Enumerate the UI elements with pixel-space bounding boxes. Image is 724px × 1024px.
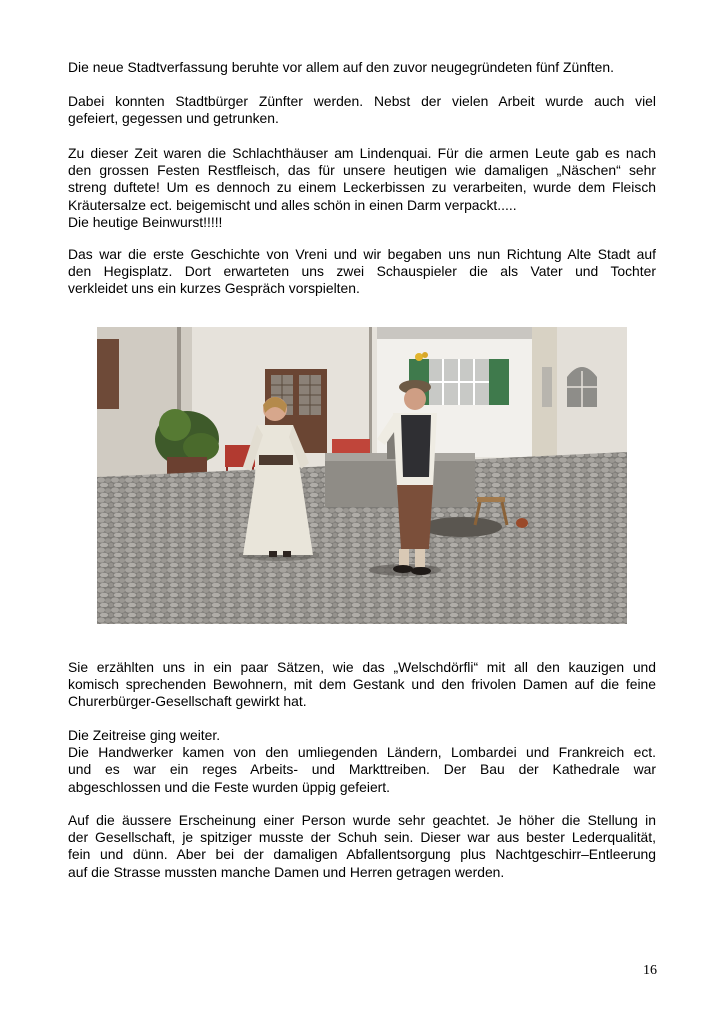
text-line: Die heutige Beinwurst!!!!! — [68, 213, 223, 230]
text-line: abgeschlossen und die Feste wurden üppig gefeiert. — [68, 778, 391, 795]
street-theatre-photo — [97, 327, 627, 624]
page-number: 16 — [643, 963, 657, 978]
paragraph-4 — [68, 246, 656, 298]
paragraph-2 — [68, 93, 656, 127]
paragraph-7 — [68, 812, 656, 881]
text-line: Die neue Stadtverfassung beruhte vor allem auf den zuvor neugegründeten fünf Zünften. — [68, 59, 614, 75]
text-line: Zu dieser Zeit waren die Schlachthäuser am Lindenquai. Für die armen Leute gab es nach — [68, 145, 656, 161]
paragraph-6 — [68, 727, 656, 796]
text-line: Churerbürger-Gesellschaft gewirkt hat. — [68, 693, 307, 710]
text-line: auf die Strasse mussten manche Damen und Herren getragen werden. — [68, 863, 505, 880]
text-line: Kräutersalze ect. beigemischt und alles schön in einen Darm verpackt..... — [68, 196, 517, 213]
text-line: fein und dünn. Aber bei der damaligen Abfallentsorgung plus Nachtgeschirr–Entleerung — [68, 846, 656, 863]
paragraph-1 — [68, 59, 656, 76]
text-line: komisch sprechenden Bewohnern, mit dem Gestank und den frivolen Damen auf die feine — [68, 676, 656, 693]
text-line: streng duftete! Um es dennoch zu einem Leckerbissen zu verarbeiten, wurde dem Fleisch — [68, 179, 656, 196]
text-line: Das war die erste Geschichte von Vreni und wir begaben uns nun Richtung Alte Stadt auf — [68, 246, 656, 262]
paragraph-5 — [68, 659, 656, 711]
text-line: gefeiert, gegessen und getrunken. — [68, 110, 279, 127]
text-line: Die Zeitreise ging weiter. — [68, 727, 221, 743]
text-line: der Gesellschaft, je spitziger musste der Schuh sein. Dieser war aus bester Lederqualität, — [68, 829, 656, 846]
text-line: und es war ein reges Arbeits- und Markttreiben. Der Bau der Kathedrale war — [68, 761, 656, 778]
text-line: Die Handwerker kamen von den umliegenden Ländern, Lombardei und Frankreich ect. — [68, 744, 656, 761]
text-line: Sie erzählten uns in ein paar Sätzen, wie das „Welschdörfli“ mit all den kauzigen und — [68, 659, 656, 675]
text-line: den grossen Festen Restfleisch, das für unsere heutigen wie damaligen „Näschen“ sehr — [68, 162, 656, 179]
text-line: Dabei konnten Stadtbürger Zünfter werden. Nebst der vielen Arbeit wurde auch viel — [68, 93, 656, 109]
text-line: den Hegisplatz. Dort erwarteten uns zwei Schauspieler die als Vater und Tochter — [68, 263, 656, 280]
text-line: verkleidet uns ein kurzes Gespräch vorspielten. — [68, 280, 360, 297]
paragraph-3 — [68, 145, 656, 231]
text-line: Auf die äussere Erscheinung einer Person wurde sehr geachtet. Je höher die Stellung in — [68, 812, 656, 828]
